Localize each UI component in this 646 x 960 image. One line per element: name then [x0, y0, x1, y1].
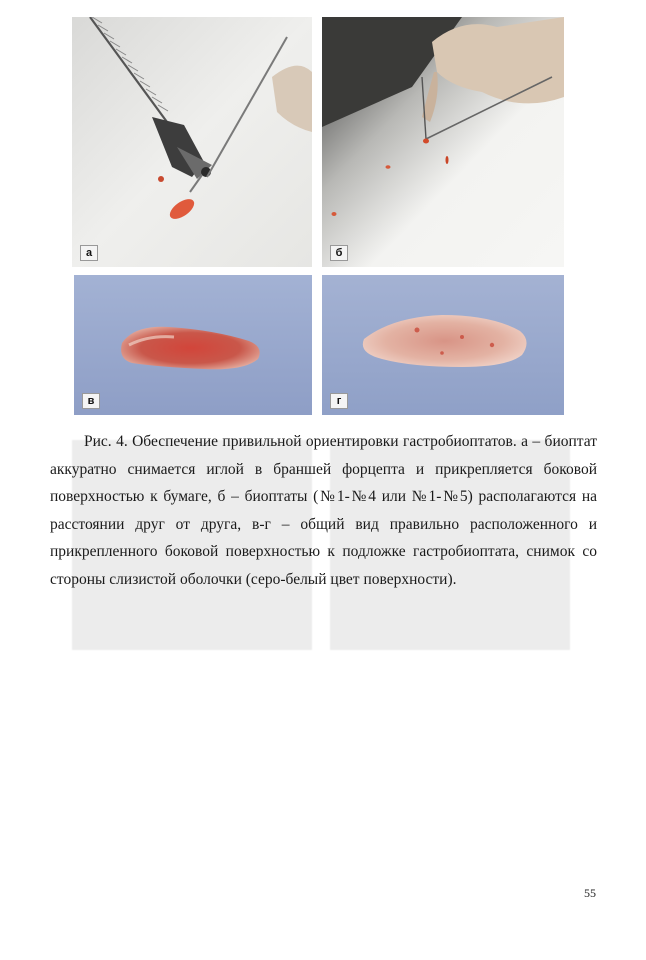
- panel-label-b: б: [330, 245, 348, 261]
- panel-label-d: г: [330, 393, 348, 409]
- figure-caption: Рис. 4. Обеспечение привильной ориентировки гастробиоптатов. а – биоптат аккуратно снимается иглой в браншей форцепта и прикрепляется боковой поверхностью к бумаге, б – биоптаты (№1-№4 или №1-№5) располагаются на расстоянии друг от друга, в-г – общий вид правильно расположенного и прикрепленного боковой поверхностью к подложке гастробиоптата, снимок со стороны слизистой оболочки (серо-белый цвет поверхности).: [50, 433, 597, 588]
- figure-panel-c: [74, 275, 312, 415]
- panel-label-c: в: [82, 393, 100, 409]
- figure-panel-a: [72, 17, 312, 267]
- panel-label-a: а: [80, 245, 98, 261]
- figure-panel-d: [322, 275, 564, 415]
- page-number: 55: [584, 886, 596, 900]
- figure-panel-b: [322, 17, 564, 267]
